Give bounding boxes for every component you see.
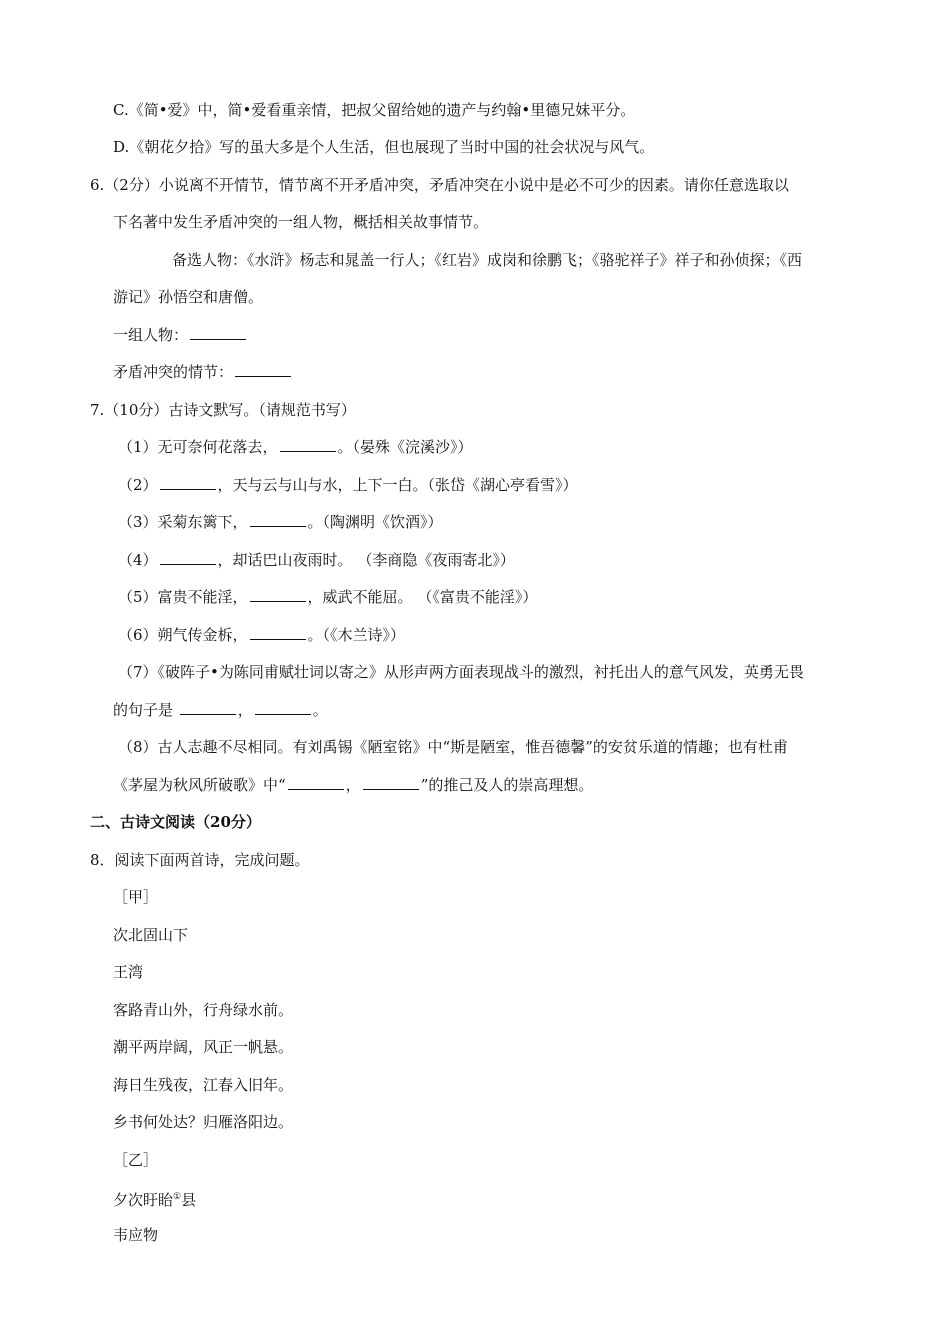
poem-a-line2: 潮平两岸阔，风正一帆悬。	[113, 1038, 294, 1056]
answer-blank	[288, 775, 344, 790]
answer-blank	[250, 512, 306, 527]
item-8-line2: 《茅屋为秋风所破歌》中“ ， ”的推己及人的崇高理想。	[113, 776, 594, 794]
item-8-line1: （8）古人志趣不尽相同。有刘禹锡《陋室铭》中“斯是陋室，惟吾德馨”的安贫乐道的情趣；也有杜甫	[118, 738, 788, 756]
item-5: （5）富贵不能淫， ，威武不能屈。 （《富贵不能淫》）	[118, 588, 538, 606]
footnote-marker: ①	[173, 1192, 182, 1202]
item-2: （2） ，天与云与山与水，上下一白。（张岱《湖心亭看雪》）	[118, 476, 578, 494]
answer-blank	[190, 325, 246, 340]
section-2-heading: 二、古诗文阅读（20分）	[90, 813, 261, 831]
poem-a-marker: ［甲］	[113, 888, 159, 906]
poem-b-author: 韦应物	[113, 1226, 159, 1244]
poem-a-author: 王湾	[113, 963, 144, 981]
answer-blank	[180, 700, 236, 715]
poem-a-line4: 乡书何处达？归雁洛阳边。	[113, 1113, 294, 1131]
poem-a-line3: 海日生残夜，江春入旧年。	[113, 1076, 294, 1094]
item-7-line1: （7）《破阵子•为陈同甫赋壮词以寄之》从形声两方面表现战斗的激烈，衬托出人的意气风发，英勇无畏	[118, 663, 804, 681]
answer-blank	[280, 437, 336, 452]
candidate-characters-line1: 备选人物：《水浒》杨志和晁盖一行人；《红岩》成岗和徐鹏飞；《骆驼祥子》祥子和孙侦探；《西	[172, 251, 803, 269]
conflict-plot-field: 矛盾冲突的情节：	[113, 362, 293, 382]
poem-a-line1: 客路青山外，行舟绿水前。	[113, 1001, 294, 1019]
option-c: C.《简•爱》中，简•爱看重亲情，把叔父留给她的遗产与约翰•里德兄妹平分。	[113, 101, 636, 119]
question-6-line2: 下名著中发生矛盾冲突的一组人物，概括相关故事情节。	[113, 213, 489, 231]
answer-blank	[160, 550, 216, 565]
poem-b-marker: ［乙］	[113, 1151, 159, 1169]
option-d: D.《朝花夕拾》写的虽大多是个人生活，但也展现了当时中国的社会状况与风气。	[113, 138, 655, 156]
item-1: （1）无可奈何花落去， 。（晏殊《浣溪沙》）	[118, 438, 473, 456]
candidate-characters-line2: 游记》孙悟空和唐僧。	[113, 288, 264, 306]
answer-blank	[160, 475, 216, 490]
answer-blank	[255, 700, 311, 715]
answer-blank	[250, 587, 306, 602]
poem-a-title: 次北固山下	[113, 926, 189, 944]
answer-blank	[250, 625, 306, 640]
question-6-line1: 6.（2分）小说离不开情节，情节离不开矛盾冲突，矛盾冲突在小说中是必不可少的因素。请你任意选取以	[90, 176, 789, 194]
character-group-field: 一组人物：	[113, 325, 248, 345]
answer-blank	[363, 775, 419, 790]
item-6: （6）朔气传金柝， 。（《木兰诗》）	[118, 626, 406, 644]
answer-blank	[235, 362, 291, 377]
poem-b-title: 夕次盱眙①县	[113, 1191, 197, 1209]
item-7-line2: 的句子是 ， 。	[113, 701, 328, 719]
item-4: （4） ，却话巴山夜雨时。 （李商隐《夜雨寄北》）	[118, 551, 515, 569]
question-7: 7.（10分）古诗文默写。（请规范书写）	[90, 401, 356, 419]
question-8: 8．阅读下面两首诗，完成问题。	[90, 851, 310, 869]
item-3: （3）采菊东篱下， 。（陶渊明《饮酒》）	[118, 513, 443, 531]
